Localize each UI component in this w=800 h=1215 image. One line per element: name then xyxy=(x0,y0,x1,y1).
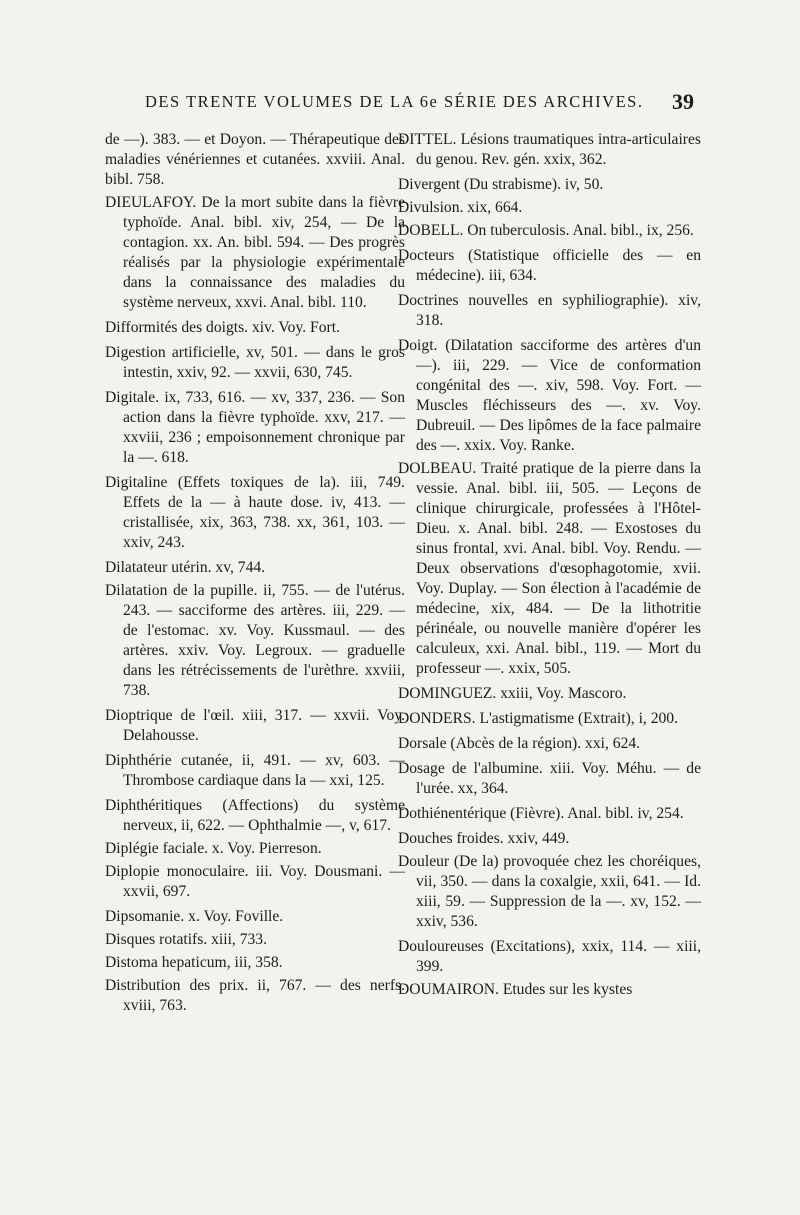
index-entry: Dothiénentérique (Fièvre). Anal. bibl. iv, 254. xyxy=(398,805,684,822)
index-entry: Dosage de l'albumine. xiii. Voy. Méhu. — de l'urée. xx, 364. xyxy=(398,760,701,797)
index-entry: Dioptrique de l'œil. xiii, 317. — xxvii. Voy. Delahousse. xyxy=(105,707,405,744)
index-entry: Difformités des doigts. xiv. Voy. Fort. xyxy=(105,319,340,336)
index-entry: Diplopie monoculaire. iii. Voy. Dousmani. — xxvii, 697. xyxy=(105,863,405,900)
index-entry: de —). 383. — et Doyon. — Thérapeutique des maladies vénériennes et cutanées. xxviii. Anal. bibl. 758. xyxy=(105,131,405,188)
left-column xyxy=(105,130,405,1019)
index-entry: Douches froides. xxiv, 449. xyxy=(398,830,570,847)
index-entry: DIEULAFOY. De la mort subite dans la fièvre typhoïde. Anal. bibl. xiv, 254, — De la contagion. xx. An. bibl. 594. — Des progrès réalisés par la physiologie expérimentale dans la connaissance des maladies du système nerveux, xxvi. Anal. bibl. 110. xyxy=(105,194,405,311)
index-entry: Docteurs (Statistique officielle des — en médecine). iii, 634. xyxy=(398,247,701,284)
index-entry: DITTEL. Lésions traumatiques intra-articulaires du genou. Rev. gén. xxix, 362. xyxy=(398,131,701,168)
running-title: DES TRENTE VOLUMES DE LA 6e SÉRIE DES ARCHIVES. xyxy=(145,92,644,111)
index-entry: Douleur (De la) provoquée chez les choréiques, vii, 350. — dans la coxalgie, xxii, 641. — Id. xiii, 59. — Suppression de la —. xv, 152. — xxiv, 536. xyxy=(398,853,701,930)
page-header xyxy=(0,89,800,132)
index-entry: Dilatateur utérin. xv, 744. xyxy=(105,559,266,576)
index-entry: Divergent (Du strabisme). iv, 50. xyxy=(398,176,604,193)
index-entry: Distribution des prix. ii, 767. — des nerfs. xviii, 763. xyxy=(105,977,405,1014)
index-entry: Doctrines nouvelles en syphiliographie). xiv, 318. xyxy=(398,292,701,329)
index-entry: DONDERS. L'astigmatisme (Extrait), i, 200. xyxy=(398,710,678,727)
index-entry: Doigt. (Dilatation sacciforme des artères d'un —). iii, 229. — Vice de conformation congénital des —. xiv, 598. Voy. Fort. — Muscles fléchisseurs des —. xv. Voy. Dubreuil. — Des lipômes de la face palmaire des —. xxix. Voy. Ranke. xyxy=(398,337,701,454)
index-entry: Diphthéritiques (Affections) du système nerveux, ii, 622. — Ophthalmie —, v, 617. xyxy=(105,797,405,834)
index-entry: Dorsale (Abcès de la région). xxi, 624. xyxy=(398,735,641,752)
index-entry: Douloureuses (Excitations), xxix, 114. — xiii, 399. xyxy=(398,938,701,975)
index-entry: Digitale. ix, 733, 616. — xv, 337, 236. — Son action dans la fièvre typhoïde. xxv, 217. — xxviii, 236 ; empoisonnement chronique par la —. 618. xyxy=(105,389,405,466)
index-entry: Disques rotatifs. xiii, 733. xyxy=(105,931,267,948)
index-entry: DOMINGUEZ. xxiii, Voy. Mascoro. xyxy=(398,685,627,702)
index-entry: DOUMAIRON. Etudes sur les kystes xyxy=(398,981,633,998)
index-entry: Distoma hepaticum, iii, 358. xyxy=(105,954,283,971)
index-entry: Digestion artificielle, xv, 501. — dans le gros intestin, xxiv, 92. — xxvii, 630, 745. xyxy=(105,344,405,381)
index-entry: Dipsomanie. x. Voy. Foville. xyxy=(105,908,284,925)
page-number: 39 xyxy=(672,89,694,114)
index-entry: DOBELL. On tuberculosis. Anal. bibl., ix, 256. xyxy=(398,222,694,239)
index-entry: Divulsion. xix, 664. xyxy=(398,199,523,216)
index-entry: Digitaline (Effets toxiques de la). iii, 749. Effets de la — à haute dose. iv, 413. — cristallisée, xix, 363, 738. xx, 361, 103. — xxiv, 243. xyxy=(105,474,405,551)
index-entry: DOLBEAU. Traité pratique de la pierre dans la vessie. Anal. bibl. iii, 505. — Leçons de clinique chirurgicale, professées à l'Hôtel-Dieu. x. Anal. bibl. 248. — Exostoses du sinus frontal, xvi. Anal. bibl. Voy. Rendu. — Deux observations d'œsophagotomie, xvii. Voy. Duplay. — Son élection à l'académie de médecine, xix, 484. — De la lithotritie périnéale, ou nouvelle manière d'opérer les calculeux, xxi. Anal. bibl., 119. — Mort du professeur —. xxix, 505. xyxy=(398,460,701,677)
right-column xyxy=(398,130,701,1003)
index-entry: Diplégie faciale. x. Voy. Pierreson. xyxy=(105,840,322,857)
index-entry: Diphthérie cutanée, ii, 491. — xv, 603. — Thrombose cardiaque dans la — xxi, 125. xyxy=(105,752,405,789)
index-entry: Dilatation de la pupille. ii, 755. — de l'utérus. 243. — sacciforme des artères. iii, 229. — de l'estomac. xv. Voy. Kussmaul. — des artères. xxiv. Voy. Legroux. — graduelle dans les rétrécissements de l'urèthre. xxviii, 738. xyxy=(105,582,405,699)
